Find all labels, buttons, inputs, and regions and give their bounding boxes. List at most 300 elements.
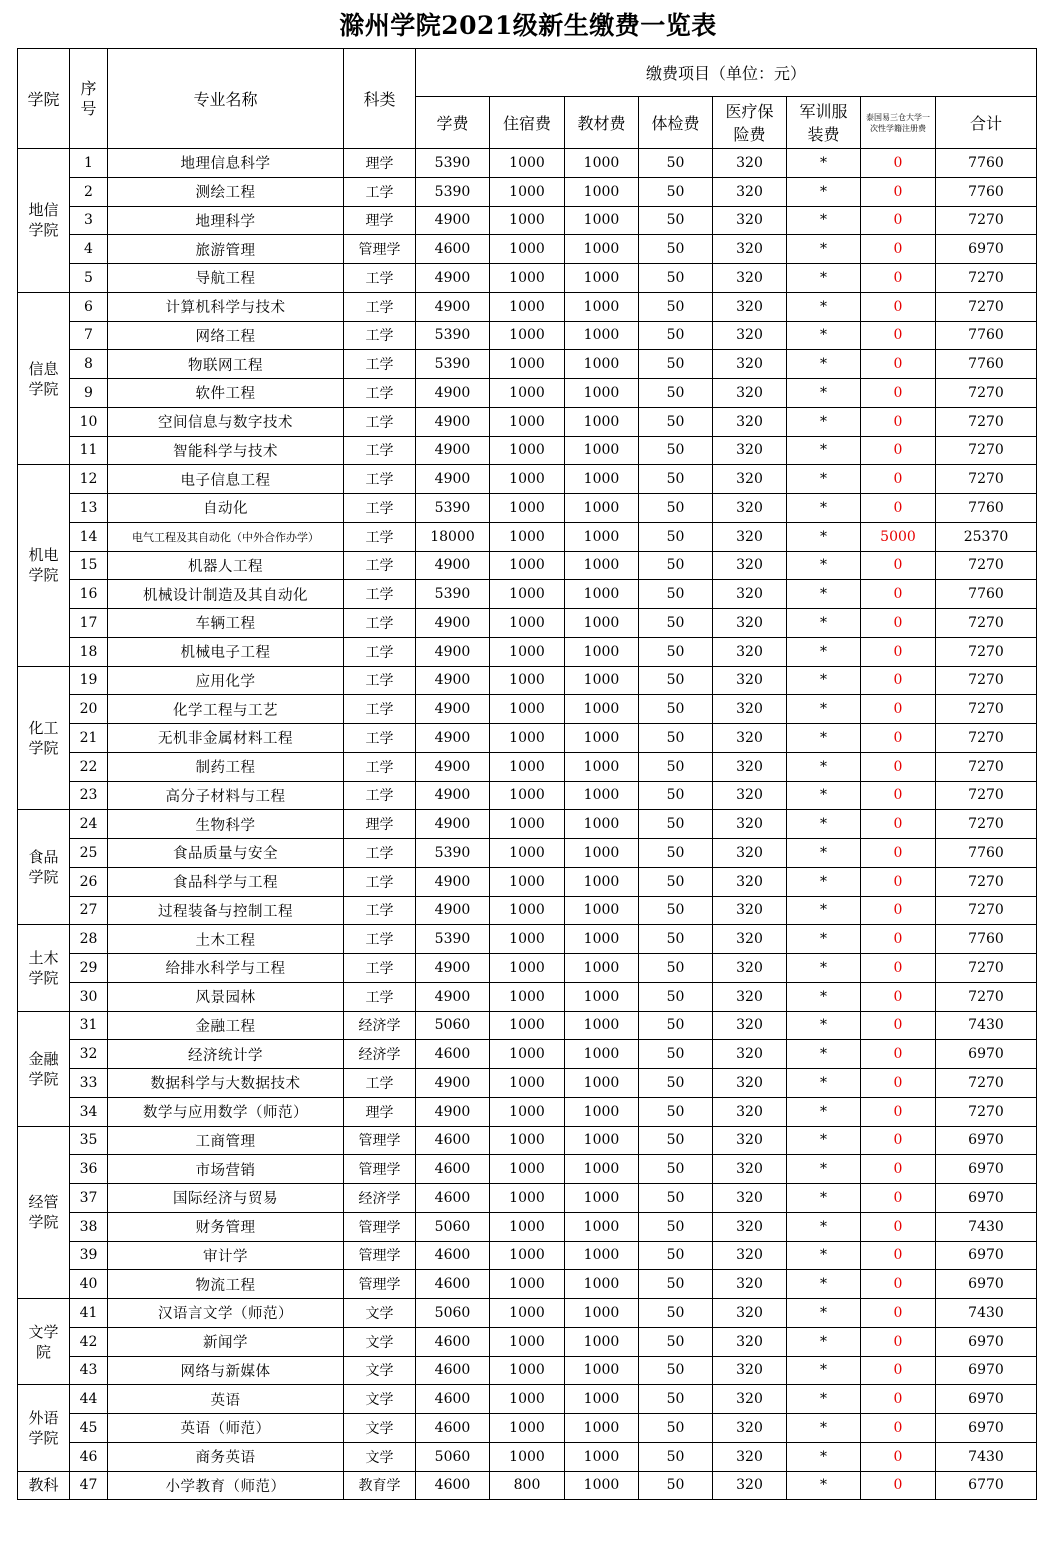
cell-category: 工学: [344, 1069, 416, 1098]
cell-textbook: 1000: [565, 580, 639, 609]
cell-physical: 50: [639, 522, 713, 551]
cell-tuition: 4600: [416, 1126, 490, 1155]
cell-total: 6970: [936, 1356, 1037, 1385]
cell-major: 汉语言文学（师范）: [108, 1299, 344, 1328]
cell-medical: 320: [713, 350, 787, 379]
cell-registration: 0: [861, 724, 936, 753]
cell-total: 7760: [936, 149, 1037, 178]
table-row: [18, 1299, 1037, 1328]
cell-tuition: 4600: [416, 1155, 490, 1184]
cell-dorm: 1000: [490, 867, 565, 896]
cell-major: 给排水科学与工程: [108, 954, 344, 983]
cell-medical: 320: [713, 1299, 787, 1328]
cell-physical: 50: [639, 666, 713, 695]
cell-tuition: 4900: [416, 637, 490, 666]
cell-physical: 50: [639, 350, 713, 379]
cell-military: *: [787, 1414, 861, 1443]
cell-military: *: [787, 522, 861, 551]
cell-seq: 6: [70, 292, 108, 321]
cell-category: 工学: [344, 637, 416, 666]
cell-major: 生物科学: [108, 810, 344, 839]
cell-tuition: 5060: [416, 1299, 490, 1328]
cell-medical: 320: [713, 436, 787, 465]
table-row: [18, 407, 1037, 436]
cell-tuition: 4900: [416, 752, 490, 781]
cell-tuition: 4900: [416, 982, 490, 1011]
cell-category: 工学: [344, 896, 416, 925]
cell-registration: 0: [861, 149, 936, 178]
cell-physical: 50: [639, 867, 713, 896]
cell-total: 7430: [936, 1299, 1037, 1328]
cell-medical: 320: [713, 1011, 787, 1040]
cell-medical: 320: [713, 1126, 787, 1155]
table-row: [18, 580, 1037, 609]
cell-registration: 0: [861, 896, 936, 925]
table-row: [18, 839, 1037, 868]
cell-tuition: 4600: [416, 235, 490, 264]
cell-tuition: 4900: [416, 666, 490, 695]
table-row: [18, 954, 1037, 983]
cell-category: 经济学: [344, 1011, 416, 1040]
cell-medical: 320: [713, 494, 787, 523]
cell-seq: 17: [70, 609, 108, 638]
table-row: [18, 637, 1037, 666]
cell-total: 7270: [936, 264, 1037, 293]
cell-seq: 30: [70, 982, 108, 1011]
cell-category: 工学: [344, 407, 416, 436]
cell-registration: 0: [861, 1069, 936, 1098]
cell-seq: 14: [70, 522, 108, 551]
cell-physical: 50: [639, 637, 713, 666]
cell-major: 数据科学与大数据技术: [108, 1069, 344, 1098]
cell-medical: 320: [713, 1040, 787, 1069]
table-row: [18, 781, 1037, 810]
cell-tuition: 4900: [416, 436, 490, 465]
cell-dorm: 1000: [490, 235, 565, 264]
cell-physical: 50: [639, 1385, 713, 1414]
cell-category: 管理学: [344, 1155, 416, 1184]
cell-physical: 50: [639, 551, 713, 580]
cell-total: 7760: [936, 839, 1037, 868]
cell-category: 管理学: [344, 1212, 416, 1241]
cell-physical: 50: [639, 580, 713, 609]
cell-registration: 0: [861, 781, 936, 810]
cell-tuition: 4900: [416, 264, 490, 293]
cell-category: 经济学: [344, 1040, 416, 1069]
cell-major: 机械电子工程: [108, 637, 344, 666]
cell-seq: 15: [70, 551, 108, 580]
cell-major: 财务管理: [108, 1212, 344, 1241]
cell-military: *: [787, 379, 861, 408]
cell-military: *: [787, 1299, 861, 1328]
cell-dorm: 1000: [490, 781, 565, 810]
cell-medical: 320: [713, 609, 787, 638]
cell-military: *: [787, 781, 861, 810]
cell-textbook: 1000: [565, 752, 639, 781]
cell-textbook: 1000: [565, 1356, 639, 1385]
table-row: [18, 551, 1037, 580]
cell-military: *: [787, 609, 861, 638]
cell-physical: 50: [639, 379, 713, 408]
cell-dorm: 1000: [490, 1069, 565, 1098]
cell-dorm: 1000: [490, 925, 565, 954]
table-row: [18, 321, 1037, 350]
cell-medical: 320: [713, 580, 787, 609]
table-row: [18, 1212, 1037, 1241]
cell-tuition: 4900: [416, 407, 490, 436]
cell-dorm: 1000: [490, 379, 565, 408]
cell-medical: 320: [713, 1385, 787, 1414]
cell-seq: 1: [70, 149, 108, 178]
cell-dorm: 1000: [490, 609, 565, 638]
cell-physical: 50: [639, 264, 713, 293]
college-name: 食品学院: [18, 810, 70, 925]
header-fee-group: 缴费项目（单位：元）: [416, 49, 1037, 97]
header-total: 合计: [936, 97, 1037, 149]
header-dorm: 住宿费: [490, 97, 565, 149]
cell-total: 7270: [936, 810, 1037, 839]
cell-military: *: [787, 1471, 861, 1500]
cell-seq: 36: [70, 1155, 108, 1184]
cell-textbook: 1000: [565, 1097, 639, 1126]
cell-total: 7270: [936, 752, 1037, 781]
cell-textbook: 1000: [565, 1040, 639, 1069]
cell-dorm: 1000: [490, 954, 565, 983]
cell-tuition: 4900: [416, 551, 490, 580]
cell-registration: 0: [861, 1471, 936, 1500]
cell-tuition: 4600: [416, 1414, 490, 1443]
cell-category: 理学: [344, 810, 416, 839]
cell-textbook: 1000: [565, 1069, 639, 1098]
cell-category: 理学: [344, 149, 416, 178]
cell-dorm: 1000: [490, 1241, 565, 1270]
cell-military: *: [787, 982, 861, 1011]
cell-military: *: [787, 1040, 861, 1069]
cell-military: *: [787, 264, 861, 293]
cell-registration: 0: [861, 350, 936, 379]
cell-registration: 0: [861, 925, 936, 954]
cell-military: *: [787, 1126, 861, 1155]
cell-tuition: 5390: [416, 321, 490, 350]
cell-physical: 50: [639, 609, 713, 638]
cell-total: 7270: [936, 724, 1037, 753]
cell-seq: 47: [70, 1471, 108, 1500]
cell-total: 7430: [936, 1011, 1037, 1040]
cell-seq: 46: [70, 1442, 108, 1471]
college-name: 信息学院: [18, 292, 70, 465]
cell-category: 管理学: [344, 1241, 416, 1270]
cell-registration: 0: [861, 292, 936, 321]
cell-military: *: [787, 1184, 861, 1213]
cell-registration: 0: [861, 1442, 936, 1471]
cell-total: 7760: [936, 321, 1037, 350]
cell-seq: 7: [70, 321, 108, 350]
cell-total: 7270: [936, 379, 1037, 408]
cell-medical: 320: [713, 925, 787, 954]
cell-physical: 50: [639, 1327, 713, 1356]
cell-seq: 44: [70, 1385, 108, 1414]
cell-medical: 320: [713, 1270, 787, 1299]
cell-military: *: [787, 436, 861, 465]
cell-seq: 18: [70, 637, 108, 666]
cell-major: 网络工程: [108, 321, 344, 350]
cell-category: 工学: [344, 321, 416, 350]
cell-registration: 0: [861, 609, 936, 638]
cell-dorm: 1000: [490, 436, 565, 465]
cell-registration: 0: [861, 954, 936, 983]
header-major: 专业名称: [108, 49, 344, 149]
cell-seq: 33: [70, 1069, 108, 1098]
cell-physical: 50: [639, 810, 713, 839]
cell-physical: 50: [639, 1069, 713, 1098]
cell-category: 文学: [344, 1356, 416, 1385]
cell-military: *: [787, 1327, 861, 1356]
cell-military: *: [787, 1270, 861, 1299]
cell-total: 7760: [936, 580, 1037, 609]
cell-tuition: 4900: [416, 695, 490, 724]
cell-textbook: 1000: [565, 1414, 639, 1443]
cell-major: 市场营销: [108, 1155, 344, 1184]
cell-textbook: 1000: [565, 1126, 639, 1155]
cell-dorm: 1000: [490, 982, 565, 1011]
cell-medical: 320: [713, 407, 787, 436]
cell-tuition: 4900: [416, 954, 490, 983]
cell-seq: 11: [70, 436, 108, 465]
cell-total: 6970: [936, 1126, 1037, 1155]
cell-major: 应用化学: [108, 666, 344, 695]
cell-registration: 0: [861, 436, 936, 465]
cell-category: 工学: [344, 379, 416, 408]
table-row: [18, 206, 1037, 235]
cell-medical: 320: [713, 379, 787, 408]
cell-registration: 0: [861, 407, 936, 436]
cell-dorm: 1000: [490, 637, 565, 666]
cell-total: 7270: [936, 954, 1037, 983]
cell-dorm: 800: [490, 1471, 565, 1500]
cell-major: 智能科学与技术: [108, 436, 344, 465]
cell-registration: 0: [861, 695, 936, 724]
cell-category: 工学: [344, 695, 416, 724]
cell-category: 工学: [344, 752, 416, 781]
table-row: [18, 1155, 1037, 1184]
cell-medical: 320: [713, 1212, 787, 1241]
header-textbook: 教材费: [565, 97, 639, 149]
table-row: [18, 1414, 1037, 1443]
cell-military: *: [787, 1385, 861, 1414]
cell-total: 6970: [936, 235, 1037, 264]
table-row: [18, 609, 1037, 638]
cell-medical: 320: [713, 1097, 787, 1126]
cell-tuition: 4900: [416, 206, 490, 235]
table-row: [18, 1184, 1037, 1213]
cell-military: *: [787, 465, 861, 494]
cell-textbook: 1000: [565, 810, 639, 839]
header-physical: 体检费: [639, 97, 713, 149]
cell-major: 英语: [108, 1385, 344, 1414]
cell-dorm: 1000: [490, 1155, 565, 1184]
cell-textbook: 1000: [565, 551, 639, 580]
cell-category: 工学: [344, 436, 416, 465]
cell-category: 工学: [344, 839, 416, 868]
cell-dorm: 1000: [490, 1299, 565, 1328]
cell-registration: 0: [861, 752, 936, 781]
cell-physical: 50: [639, 954, 713, 983]
cell-textbook: 1000: [565, 1471, 639, 1500]
cell-medical: 320: [713, 666, 787, 695]
college-name: 外语学院: [18, 1385, 70, 1471]
cell-tuition: 5390: [416, 177, 490, 206]
cell-category: 管理学: [344, 1126, 416, 1155]
table-row: [18, 149, 1037, 178]
cell-total: 7270: [936, 867, 1037, 896]
cell-major: 空间信息与数字技术: [108, 407, 344, 436]
cell-dorm: 1000: [490, 695, 565, 724]
table-row: [18, 1356, 1037, 1385]
cell-category: 工学: [344, 925, 416, 954]
cell-category: 理学: [344, 206, 416, 235]
cell-major: 审计学: [108, 1241, 344, 1270]
cell-registration: 0: [861, 235, 936, 264]
cell-category: 工学: [344, 724, 416, 753]
table-row: [18, 810, 1037, 839]
cell-medical: 320: [713, 264, 787, 293]
cell-category: 工学: [344, 580, 416, 609]
cell-category: 工学: [344, 781, 416, 810]
cell-major: 高分子材料与工程: [108, 781, 344, 810]
cell-military: *: [787, 1442, 861, 1471]
cell-seq: 16: [70, 580, 108, 609]
cell-category: 工学: [344, 867, 416, 896]
college-name: 机电学院: [18, 465, 70, 666]
cell-total: 6970: [936, 1040, 1037, 1069]
cell-textbook: 1000: [565, 1241, 639, 1270]
cell-textbook: 1000: [565, 436, 639, 465]
table-row: [18, 465, 1037, 494]
cell-registration: 0: [861, 1097, 936, 1126]
cell-total: 6970: [936, 1270, 1037, 1299]
table-row: [18, 1270, 1037, 1299]
cell-seq: 25: [70, 839, 108, 868]
cell-registration: 0: [861, 1241, 936, 1270]
cell-medical: 320: [713, 839, 787, 868]
cell-total: 6970: [936, 1327, 1037, 1356]
cell-dorm: 1000: [490, 752, 565, 781]
cell-category: 工学: [344, 494, 416, 523]
cell-seq: 26: [70, 867, 108, 896]
cell-medical: 320: [713, 1241, 787, 1270]
cell-tuition: 5390: [416, 839, 490, 868]
cell-military: *: [787, 1011, 861, 1040]
cell-military: *: [787, 580, 861, 609]
cell-major: 小学教育（师范）: [108, 1471, 344, 1500]
cell-medical: 320: [713, 982, 787, 1011]
cell-military: *: [787, 752, 861, 781]
cell-physical: 50: [639, 1442, 713, 1471]
cell-total: 7270: [936, 465, 1037, 494]
cell-major: 土木工程: [108, 925, 344, 954]
cell-total: 7270: [936, 982, 1037, 1011]
cell-textbook: 1000: [565, 609, 639, 638]
cell-dorm: 1000: [490, 1414, 565, 1443]
cell-seq: 9: [70, 379, 108, 408]
cell-category: 文学: [344, 1299, 416, 1328]
header-medical: 医疗保险费: [713, 97, 787, 149]
college-name: 化工学院: [18, 666, 70, 810]
cell-textbook: 1000: [565, 867, 639, 896]
cell-major: 商务英语: [108, 1442, 344, 1471]
cell-medical: 320: [713, 954, 787, 983]
cell-total: 7760: [936, 177, 1037, 206]
cell-physical: 50: [639, 695, 713, 724]
cell-total: 7270: [936, 896, 1037, 925]
cell-major: 车辆工程: [108, 609, 344, 638]
cell-textbook: 1000: [565, 781, 639, 810]
cell-tuition: 4900: [416, 1097, 490, 1126]
cell-category: 工学: [344, 177, 416, 206]
cell-total: 7270: [936, 1097, 1037, 1126]
cell-seq: 40: [70, 1270, 108, 1299]
cell-tuition: 18000: [416, 522, 490, 551]
cell-physical: 50: [639, 1299, 713, 1328]
table-row: [18, 1327, 1037, 1356]
cell-physical: 50: [639, 494, 713, 523]
cell-military: *: [787, 839, 861, 868]
cell-seq: 12: [70, 465, 108, 494]
cell-physical: 50: [639, 465, 713, 494]
cell-textbook: 1000: [565, 954, 639, 983]
cell-tuition: 4900: [416, 379, 490, 408]
cell-tuition: 4900: [416, 1069, 490, 1098]
cell-textbook: 1000: [565, 724, 639, 753]
cell-registration: 0: [861, 867, 936, 896]
cell-physical: 50: [639, 149, 713, 178]
cell-medical: 320: [713, 235, 787, 264]
cell-textbook: 1000: [565, 1299, 639, 1328]
cell-major: 计算机科学与技术: [108, 292, 344, 321]
cell-tuition: 4900: [416, 465, 490, 494]
cell-military: *: [787, 551, 861, 580]
cell-tuition: 5390: [416, 580, 490, 609]
cell-total: 7760: [936, 494, 1037, 523]
cell-total: 7270: [936, 609, 1037, 638]
cell-total: 7430: [936, 1212, 1037, 1241]
cell-registration: 0: [861, 321, 936, 350]
cell-seq: 13: [70, 494, 108, 523]
cell-total: 7270: [936, 781, 1037, 810]
cell-medical: 320: [713, 522, 787, 551]
college-name: 教科: [18, 1471, 70, 1500]
cell-seq: 42: [70, 1327, 108, 1356]
cell-textbook: 1000: [565, 896, 639, 925]
cell-tuition: 4600: [416, 1471, 490, 1500]
cell-physical: 50: [639, 1011, 713, 1040]
cell-dorm: 1000: [490, 465, 565, 494]
cell-major: 导航工程: [108, 264, 344, 293]
cell-military: *: [787, 896, 861, 925]
cell-tuition: 4600: [416, 1385, 490, 1414]
table-row: [18, 1011, 1037, 1040]
cell-seq: 2: [70, 177, 108, 206]
cell-dorm: 1000: [490, 1097, 565, 1126]
cell-dorm: 1000: [490, 724, 565, 753]
table-row: [18, 1471, 1037, 1500]
header-college: 学院: [18, 49, 70, 149]
cell-registration: 5000: [861, 522, 936, 551]
cell-textbook: 1000: [565, 1184, 639, 1213]
cell-tuition: 4900: [416, 724, 490, 753]
cell-tuition: 5060: [416, 1442, 490, 1471]
cell-category: 工学: [344, 954, 416, 983]
